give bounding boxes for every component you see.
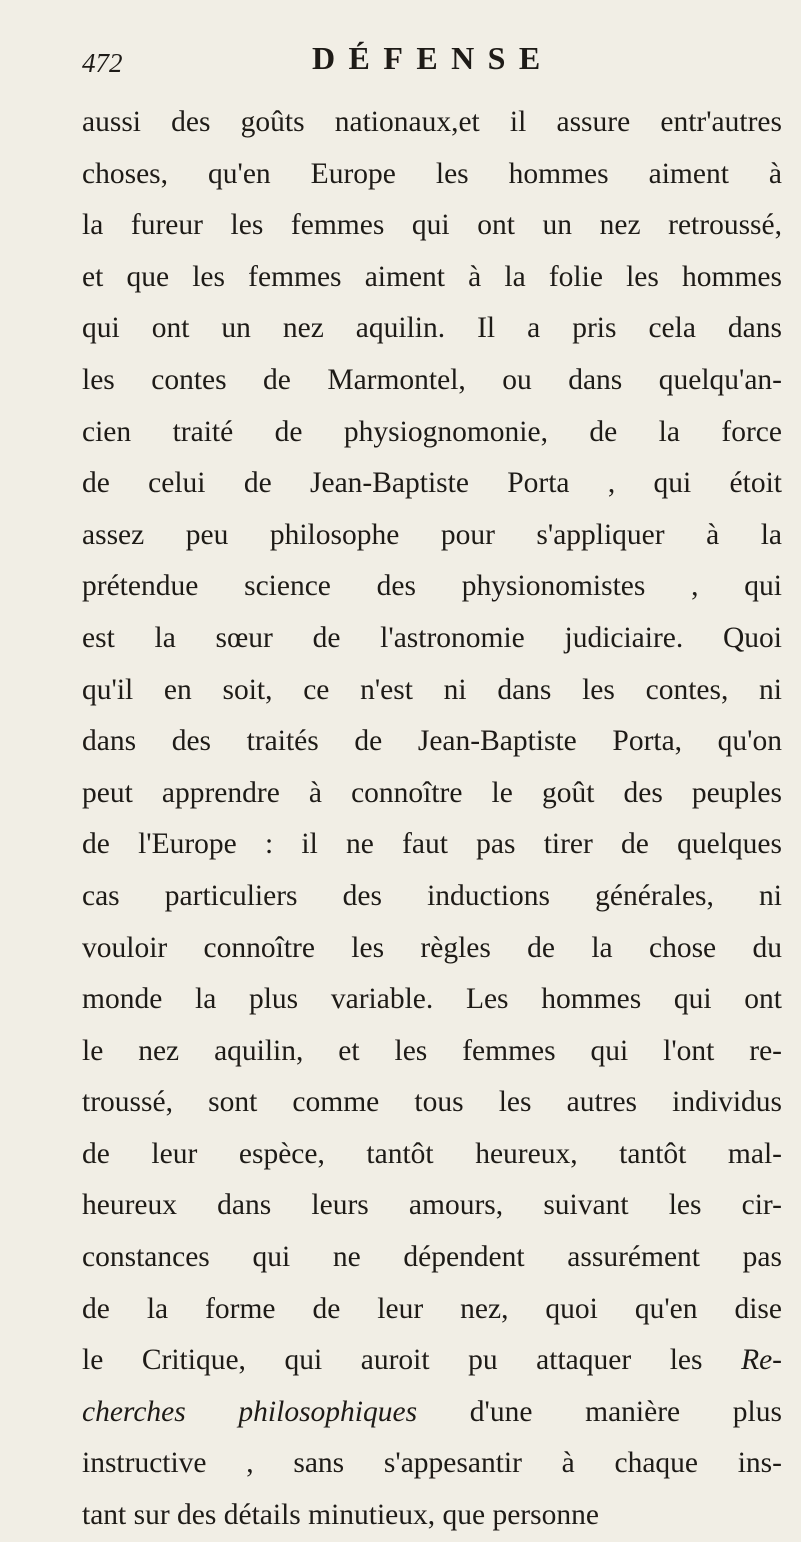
text-line: [82, 97, 782, 149]
text-line: [82, 458, 782, 510]
page-number: 472: [82, 48, 123, 78]
text-line: [82, 510, 782, 562]
text-segment: constances qui ne dépendent assurément pas: [82, 1241, 782, 1274]
text-segment: peut apprendre à connoître le goût des peuples: [82, 776, 782, 809]
text-line: [82, 665, 782, 717]
text-segment: qu'il en soit, ce n'est ni dans les contes, ni: [82, 673, 782, 706]
text-segment: cas particuliers des inductions générales, ni: [82, 879, 782, 912]
text-segment: dans des traités de Jean-Baptiste Porta, qu'on: [82, 725, 782, 758]
text-line: [82, 716, 782, 768]
text-line: [82, 303, 782, 355]
text-segment: de celui de Jean-Baptiste Porta , qui étoit: [82, 467, 782, 500]
text-line: [82, 252, 782, 304]
text-line: [82, 1026, 782, 1078]
italic-segment: cherches philosophiques: [82, 1395, 418, 1428]
text-line: [82, 407, 782, 459]
text-line: [82, 355, 782, 407]
page-header: [82, 40, 782, 90]
text-segment: les contes de Marmontel, ou dans quelqu'an-: [82, 363, 782, 396]
text-segment: de l'Europe : il ne faut pas tirer de quelques: [82, 828, 782, 861]
text-segment: et que les femmes aiment à la folie les hommes: [82, 260, 782, 293]
text-segment: assez peu philosophe pour s'appliquer à la: [82, 518, 782, 551]
text-line: [82, 613, 782, 665]
text-line: [82, 1490, 782, 1542]
text-segment: d'une manière plus: [417, 1395, 782, 1428]
text-line: [82, 1129, 782, 1181]
running-title: DÉFENSE: [312, 40, 554, 76]
text-line: [82, 871, 782, 923]
text-line: [82, 561, 782, 613]
text-segment: monde la plus variable. Les hommes qui ont: [82, 983, 782, 1016]
text-line: [82, 1232, 782, 1284]
text-segment: heureux dans leurs amours, suivant les cir-: [82, 1189, 782, 1222]
text-segment: instructive , sans s'appesantir à chaque ins-: [82, 1447, 782, 1480]
text-segment: prétendue science des physionomistes , qui: [82, 570, 782, 603]
text-segment: le Critique, qui auroit pu attaquer les: [82, 1344, 742, 1377]
text-line: [82, 1284, 782, 1336]
italic-segment: Re-: [741, 1344, 782, 1377]
text-segment: le nez aquilin, et les femmes qui l'ont re-: [82, 1034, 782, 1067]
text-segment: cien traité de physiognomonie, de la force: [82, 415, 782, 448]
text-line: [82, 200, 782, 252]
body-text: [82, 97, 782, 1542]
text-segment: est la sœur de l'astronomie judiciaire. Quoi: [82, 621, 782, 654]
text-segment: qui ont un nez aquilin. Il a pris cela dans: [82, 312, 782, 345]
text-segment: choses, qu'en Europe les hommes aiment à: [82, 157, 782, 190]
text-segment: vouloir connoître les règles de la chose du: [82, 931, 782, 964]
text-segment: de la forme de leur nez, quoi qu'en dise: [82, 1292, 782, 1325]
text-line: [82, 1387, 782, 1439]
text-line: [82, 768, 782, 820]
text-line: [82, 149, 782, 201]
text-line: [82, 923, 782, 975]
text-line: [82, 1335, 782, 1387]
text-line: [82, 1438, 782, 1490]
text-segment: troussé, sont comme tous les autres individus: [82, 1086, 782, 1119]
text-line: [82, 974, 782, 1026]
text-segment: aussi des goûts nationaux,et il assure entr'autres: [82, 106, 782, 138]
text-line: [82, 1077, 782, 1129]
text-segment: tant sur des détails minutieux, que personne: [82, 1499, 599, 1532]
text-line: [82, 819, 782, 871]
text-segment: de leur espèce, tantôt heureux, tantôt mal-: [82, 1137, 782, 1170]
text-line: [82, 1180, 782, 1232]
text-segment: la fureur les femmes qui ont un nez retroussé,: [82, 209, 782, 242]
